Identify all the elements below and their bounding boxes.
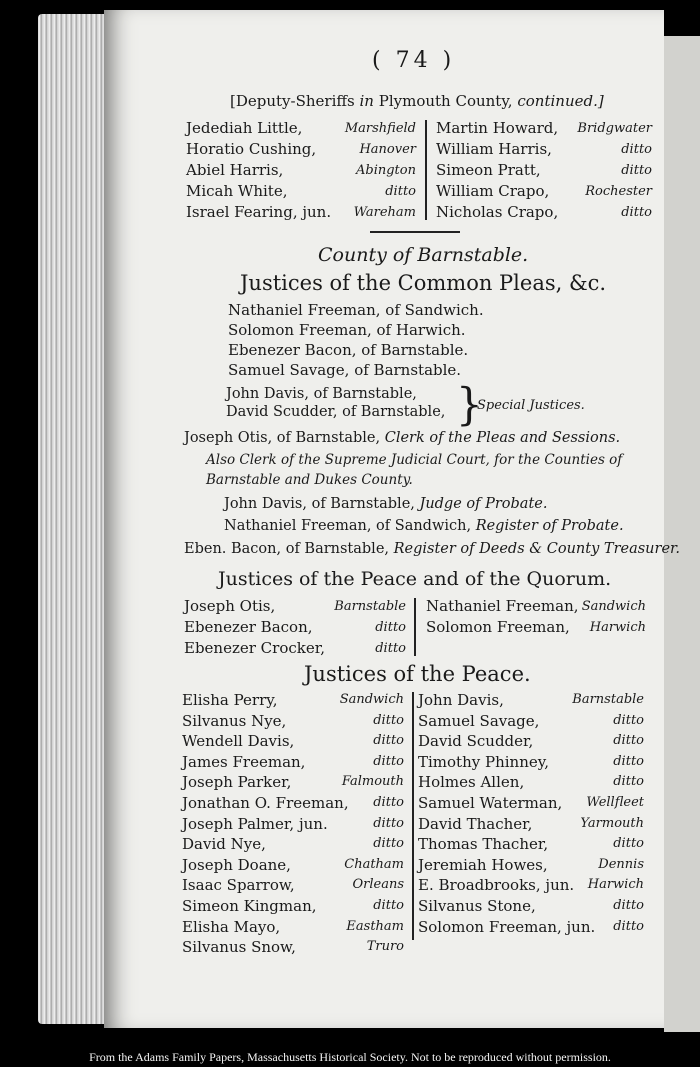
justice-row <box>182 690 404 711</box>
person-name: Elisha Mayo, <box>182 917 281 936</box>
quorum-left-column <box>184 596 406 659</box>
town-name: Rochester <box>585 184 652 199</box>
justice-row <box>418 690 644 711</box>
justice-row <box>182 752 404 773</box>
person-name: Nicholas Crapo, <box>436 203 559 221</box>
clerk-line-3: Barnstable and Dukes County. <box>206 472 413 488</box>
common-pleas-list <box>228 300 484 380</box>
person-name: Silvanus Stone, <box>418 896 536 915</box>
justice-row <box>418 731 644 752</box>
deputy-row <box>186 139 416 160</box>
town-name: Barnstable <box>334 599 406 614</box>
section-rule <box>370 231 460 233</box>
town-name: ditto <box>613 753 644 769</box>
town-name: Truro <box>366 939 404 955</box>
deputy-row <box>186 160 416 181</box>
book-page-edges <box>38 14 110 1024</box>
justice-row <box>182 731 404 752</box>
person-name: Joseph Otis, <box>184 597 276 615</box>
justice-row <box>418 814 644 835</box>
town-name: Harwich <box>589 620 646 635</box>
common-pleas-justice: Nathaniel Freeman, of Sandwich. <box>228 301 484 319</box>
person-name: Jonathan O. Freeman, <box>182 793 349 812</box>
person-name: Jeremiah Howes, <box>418 855 548 874</box>
special-justices-label: Special Justices. <box>477 398 585 413</box>
justice-row <box>182 896 404 917</box>
town-name: ditto <box>373 794 404 810</box>
town-name: ditto <box>621 142 652 157</box>
town-name: Marshfield <box>344 121 416 136</box>
person-name: Joseph Parker, <box>182 773 292 792</box>
person-name: Holmes Allen, <box>418 773 525 792</box>
person-name: David Thacher, <box>418 814 533 833</box>
person-name: William Harris, <box>436 140 552 158</box>
section-continued-header: [Deputy-Sheriffs in Plymouth County, continued.] <box>230 92 604 110</box>
town-name: ditto <box>613 836 644 852</box>
person-name: Simeon Kingman, <box>182 896 317 915</box>
person-name: John Davis, <box>418 691 504 709</box>
probate-register: Nathaniel Freeman, of Sandwich, Register of Probate. <box>224 518 624 534</box>
town-name: ditto <box>613 733 644 749</box>
person-name: Israel Fearing, jun. <box>186 203 332 221</box>
common-pleas-justice: Ebenezer Bacon, of Barnstable. <box>228 341 469 359</box>
person-name: Timothy Phinney, <box>418 752 549 771</box>
deputy-row <box>436 160 652 181</box>
person-name: Abiel Harris, <box>186 161 284 179</box>
clerk-line-2: Also Clerk of the Supreme Judicial Court, for the Counties of <box>206 452 623 468</box>
town-name: ditto <box>375 641 406 656</box>
person-name: Nathaniel Freeman, <box>426 597 579 615</box>
town-name: Dennis <box>598 856 644 872</box>
peace-left-column <box>182 690 404 958</box>
justice-row <box>418 917 644 938</box>
quorum-right-column <box>426 596 646 638</box>
town-name: ditto <box>613 897 644 913</box>
justice-row <box>182 711 404 732</box>
quorum-row <box>184 596 406 617</box>
town-name: Yarmouth <box>580 815 644 831</box>
town-name: ditto <box>375 620 406 635</box>
person-name: Joseph Doane, <box>182 855 291 874</box>
town-name: Abington <box>356 163 416 178</box>
common-pleas-title: Justices of the Common Pleas, &c. <box>240 271 607 295</box>
town-name: Falmouth <box>341 774 404 790</box>
special-justice-1: John Davis, of Barnstable, <box>226 386 417 402</box>
quorum-row <box>184 638 406 659</box>
deputies-left-column <box>186 118 416 223</box>
town-name: Wellfleet <box>586 794 644 810</box>
justice-row <box>418 772 644 793</box>
justice-row <box>182 855 404 876</box>
deputy-row <box>186 202 416 223</box>
town-name: ditto <box>373 836 404 852</box>
person-name: Elisha Perry, <box>182 691 278 709</box>
justice-row <box>182 875 404 896</box>
justice-row <box>182 772 404 793</box>
deputy-row <box>186 181 416 202</box>
county-title: County of Barnstable. <box>318 244 529 266</box>
registry-line: Eben. Bacon, of Barnstable, Register of Deeds & County Treasurer. <box>184 541 680 557</box>
peace-title: Justices of the Peace. <box>304 662 531 686</box>
peace-right-column <box>418 690 644 937</box>
town-name: Hanover <box>359 142 416 157</box>
town-name: ditto <box>373 897 404 913</box>
person-name: Silvanus Nye, <box>182 711 287 730</box>
page-number: ( 74 ) <box>372 48 456 73</box>
deputy-row <box>436 118 652 139</box>
person-name: Ebenezer Crocker, <box>184 639 326 657</box>
special-justice-2: David Scudder, of Barnstable, <box>226 404 446 420</box>
person-name: David Scudder, <box>418 732 534 751</box>
justice-row <box>418 855 644 876</box>
common-pleas-justice: Samuel Savage, of Barnstable. <box>228 361 462 379</box>
justice-row <box>182 793 404 814</box>
person-name: Wendell Davis, <box>182 732 295 751</box>
town-name: Harwich <box>587 877 644 893</box>
town-name: Sandwich <box>581 599 646 614</box>
town-name: Bridgwater <box>577 121 652 136</box>
person-name: Silvanus Snow, <box>182 938 296 957</box>
town-name: ditto <box>373 815 404 831</box>
person-name: Martin Howard, <box>436 119 559 137</box>
town-name: ditto <box>621 163 652 178</box>
justice-row <box>418 896 644 917</box>
person-name: David Nye, <box>182 835 266 854</box>
person-name: Joseph Palmer, jun. <box>182 814 328 833</box>
quorum-row <box>184 617 406 638</box>
person-name: Horatio Cushing, <box>186 140 317 158</box>
person-name: Simeon Pratt, <box>436 161 541 179</box>
justice-row <box>418 875 644 896</box>
justice-row <box>418 752 644 773</box>
justice-row <box>182 814 404 835</box>
deputy-row <box>436 181 652 202</box>
quorum-row <box>426 617 646 638</box>
town-name: Chatham <box>344 856 404 872</box>
person-name: Samuel Waterman, <box>418 793 563 812</box>
town-name: Eastham <box>346 918 404 934</box>
person-name: Solomon Freeman, <box>426 618 570 636</box>
town-name: ditto <box>373 712 404 728</box>
clerk-line-1: Joseph Otis, of Barnstable, Clerk of the Pleas and Sessions. <box>184 430 621 446</box>
quorum-row <box>426 596 646 617</box>
person-name: E. Broadbrooks, jun. <box>418 876 575 895</box>
justice-row <box>182 834 404 855</box>
archive-permission-notice: From the Adams Family Papers, Massachusetts Historical Society. Not to be reproduced without permission. <box>89 1050 611 1064</box>
person-name: William Crapo, <box>436 182 550 200</box>
town-name: ditto <box>613 774 644 790</box>
person-name: James Freeman, <box>182 752 306 771</box>
town-name: Wareham <box>353 205 416 220</box>
person-name: Solomon Freeman, jun. <box>418 917 596 936</box>
justice-row <box>418 793 644 814</box>
deputy-row <box>436 139 652 160</box>
quorum-title: Justices of the Peace and of the Quorum. <box>218 568 612 590</box>
town-name: Orleans <box>352 877 404 893</box>
column-divider <box>414 598 416 656</box>
town-name: ditto <box>613 918 644 934</box>
person-name: Micah White, <box>186 182 288 200</box>
town-name: Barnstable <box>572 692 644 707</box>
town-name: Sandwich <box>339 692 404 707</box>
column-divider <box>425 120 427 220</box>
person-name: Thomas Thacher, <box>418 835 549 854</box>
town-name: ditto <box>373 733 404 749</box>
common-pleas-justice: Solomon Freeman, of Harwich. <box>228 321 466 339</box>
deputy-row <box>186 118 416 139</box>
justice-row <box>418 711 644 732</box>
person-name: Ebenezer Bacon, <box>184 618 313 636</box>
person-name: Isaac Sparrow, <box>182 876 295 895</box>
justice-row <box>182 937 404 958</box>
brace-glyph: } <box>456 378 483 431</box>
town-name: ditto <box>613 712 644 728</box>
deputy-row <box>436 202 652 223</box>
probate-judge: John Davis, of Barnstable, Judge of Probate. <box>224 496 548 512</box>
facing-page-edge <box>664 36 700 1032</box>
deputies-right-column <box>436 118 652 223</box>
town-name: ditto <box>621 205 652 220</box>
town-name: ditto <box>373 753 404 769</box>
person-name: Samuel Savage, <box>418 711 540 730</box>
town-name: ditto <box>385 184 416 199</box>
justice-row <box>182 917 404 938</box>
justice-row <box>418 834 644 855</box>
column-divider <box>412 692 414 940</box>
person-name: Jedediah Little, <box>186 119 303 137</box>
